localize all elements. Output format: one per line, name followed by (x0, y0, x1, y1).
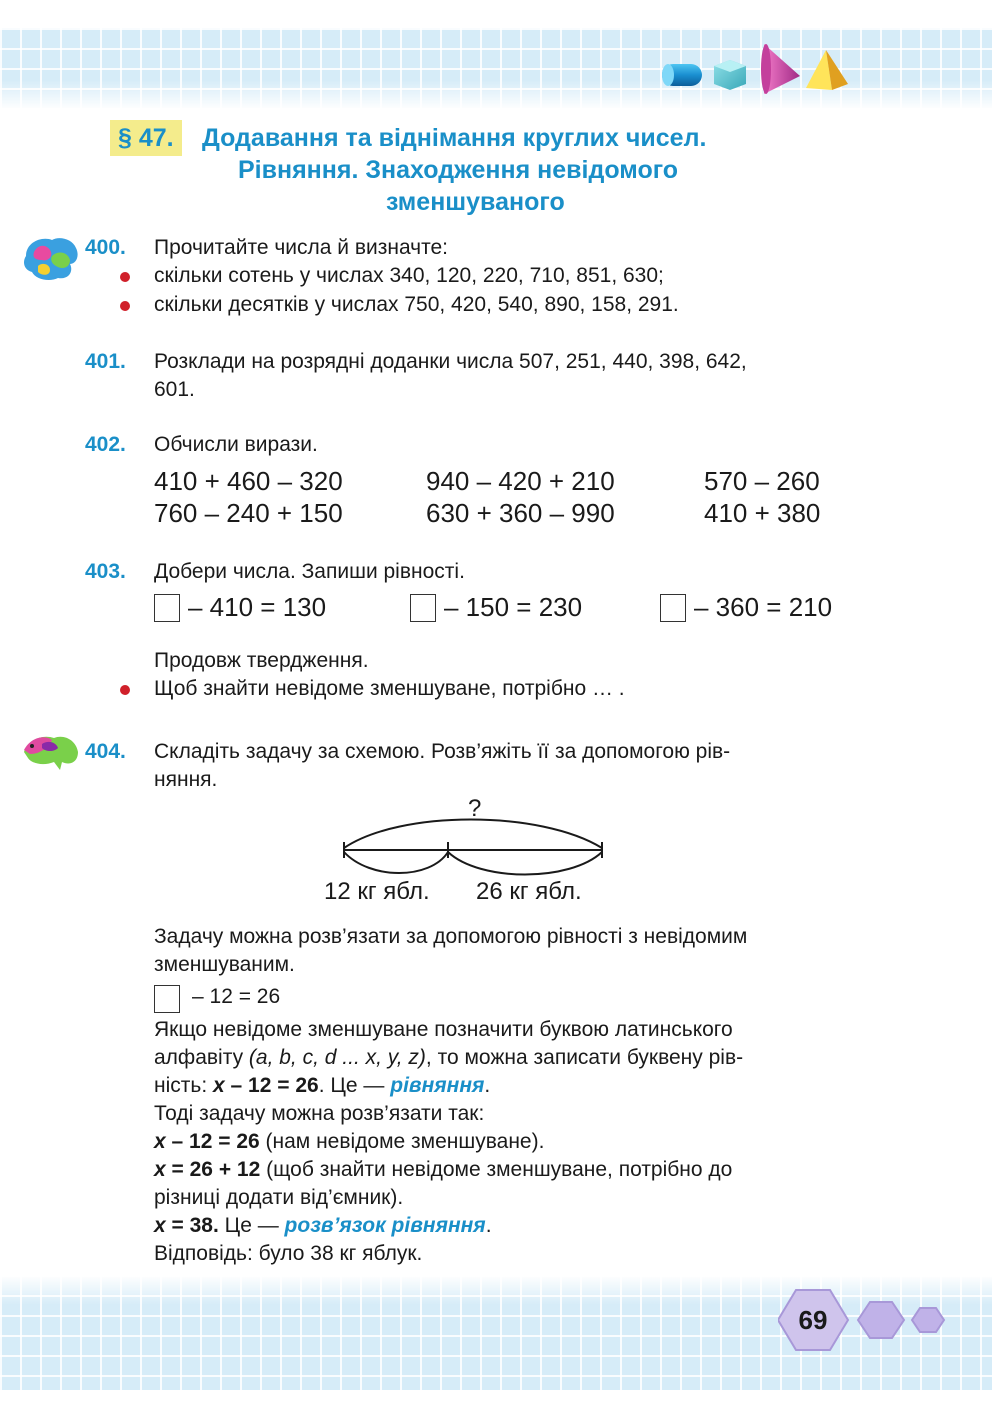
page-number: 69 (798, 1304, 828, 1335)
exercise-400-intro: Прочитайте числа й визначте: (154, 236, 449, 259)
solution-step-2-cont: різниці додати від’ємник). (154, 1186, 404, 1209)
then-line: Тоді задачу можна розв’язати так: (154, 1102, 485, 1125)
header-shapes (660, 40, 850, 100)
box-equation: – 12 = 26 (192, 985, 281, 1008)
exercise-404-line-2: няння. (154, 768, 218, 791)
exercise-401-number: 401. (85, 350, 126, 373)
exercise-403-number: 403. (85, 560, 126, 583)
section-number: § 47. (110, 120, 182, 156)
whole-arc (344, 820, 602, 849)
cube-icon (714, 60, 746, 90)
expression: 940 – 420 + 210 (426, 466, 615, 496)
answer-box[interactable] (660, 594, 686, 622)
expression: 630 + 360 – 990 (426, 498, 615, 528)
bird-icon (22, 730, 80, 770)
exercise-404-number: 404. (85, 740, 126, 763)
puzzle-icon (22, 234, 80, 282)
equation: – 410 = 130 (188, 592, 327, 622)
exercise-400-bullet-1: скільки сотень у числах 340, 120, 220, 710, 851, 630; (154, 264, 664, 287)
solution-step-2: x = 26 + 12 (щоб знайти невідоме зменшуване, потрібно до (154, 1158, 733, 1181)
paragraph-2-line-3: ність: x – 12 = 26. Це — рівняння. (154, 1074, 491, 1097)
answer-line: Відповідь: було 38 кг яблук. (154, 1242, 423, 1265)
paragraph-2-line-1: Якщо невідоме зменшуване позначити буквою латинського (154, 1018, 733, 1041)
term-equation: рівняння (390, 1074, 485, 1097)
cone-icon (761, 44, 800, 94)
paragraph-1-line-1: Задачу можна розв’язати за допомогою рівності з невідомим (154, 925, 748, 948)
bullet-icon (120, 685, 130, 695)
equation: – 360 = 210 (694, 592, 833, 622)
paragraph-2-line-2: алфавіту (a, b, c, d ... x, y, z), то можна записати буквену рів- (154, 1046, 744, 1069)
page-number-badge (778, 1288, 958, 1358)
solution-step-1: x – 12 = 26 (нам невідоме зменшуване). (154, 1130, 545, 1153)
section-title-line-1: Додавання та віднімання круглих чисел. (202, 124, 707, 152)
exercise-401-line-1: Розклади на розрядні доданки числа 507, 251, 440, 398, 642, (154, 350, 747, 373)
exercise-402-intro: Обчисли вирази. (154, 433, 318, 456)
answer-box[interactable] (154, 594, 180, 622)
diagram-question: ? (468, 795, 482, 822)
exercise-400-number: 400. (85, 236, 126, 259)
exercise-403-bullet: Щоб знайти невідоме зменшуване, потрібно … . (154, 677, 625, 700)
answer-box[interactable] (154, 985, 180, 1013)
pyramid-icon (806, 50, 848, 90)
diagram-label-left: 12 кг ябл. (324, 878, 430, 905)
equation: – 150 = 230 (444, 592, 583, 622)
expression: 760 – 240 + 150 (154, 498, 343, 528)
expression: 410 + 460 – 320 (154, 466, 343, 496)
section-title-line-2: Рівняння. Знаходження невідомого (238, 156, 679, 184)
part-arc-left (344, 852, 448, 873)
bullet-icon (120, 272, 130, 282)
exercise-400-bullet-2: скільки десятків у числах 750, 420, 540, 890, 158, 291. (154, 293, 679, 316)
exercise-404-line-1: Складіть задачу за схемою. Розв’яжіть її за допомогою рів- (154, 740, 731, 763)
cylinder-icon (662, 64, 702, 86)
answer-box[interactable] (410, 594, 436, 622)
exercise-402-number: 402. (85, 433, 126, 456)
solution-step-3: x = 38. Це — розв’язок рівняння. (154, 1214, 492, 1237)
exercise-403-continue: Продовж твердження. (154, 649, 369, 672)
expression: 410 + 380 (704, 498, 821, 528)
diagram-label-right: 26 кг ябл. (476, 878, 582, 905)
term-solution: розв’язок рівняння (284, 1214, 486, 1237)
paragraph-1-line-2: зменшуваним. (154, 953, 295, 976)
bullet-icon (120, 301, 130, 311)
exercise-403-intro: Добери числа. Запиши рівності. (154, 560, 465, 583)
expression: 570 – 260 (704, 466, 820, 496)
exercise-401-line-2: 601. (154, 378, 195, 401)
section-title-line-3: зменшуваного (386, 188, 565, 216)
part-arc-right (448, 852, 602, 875)
